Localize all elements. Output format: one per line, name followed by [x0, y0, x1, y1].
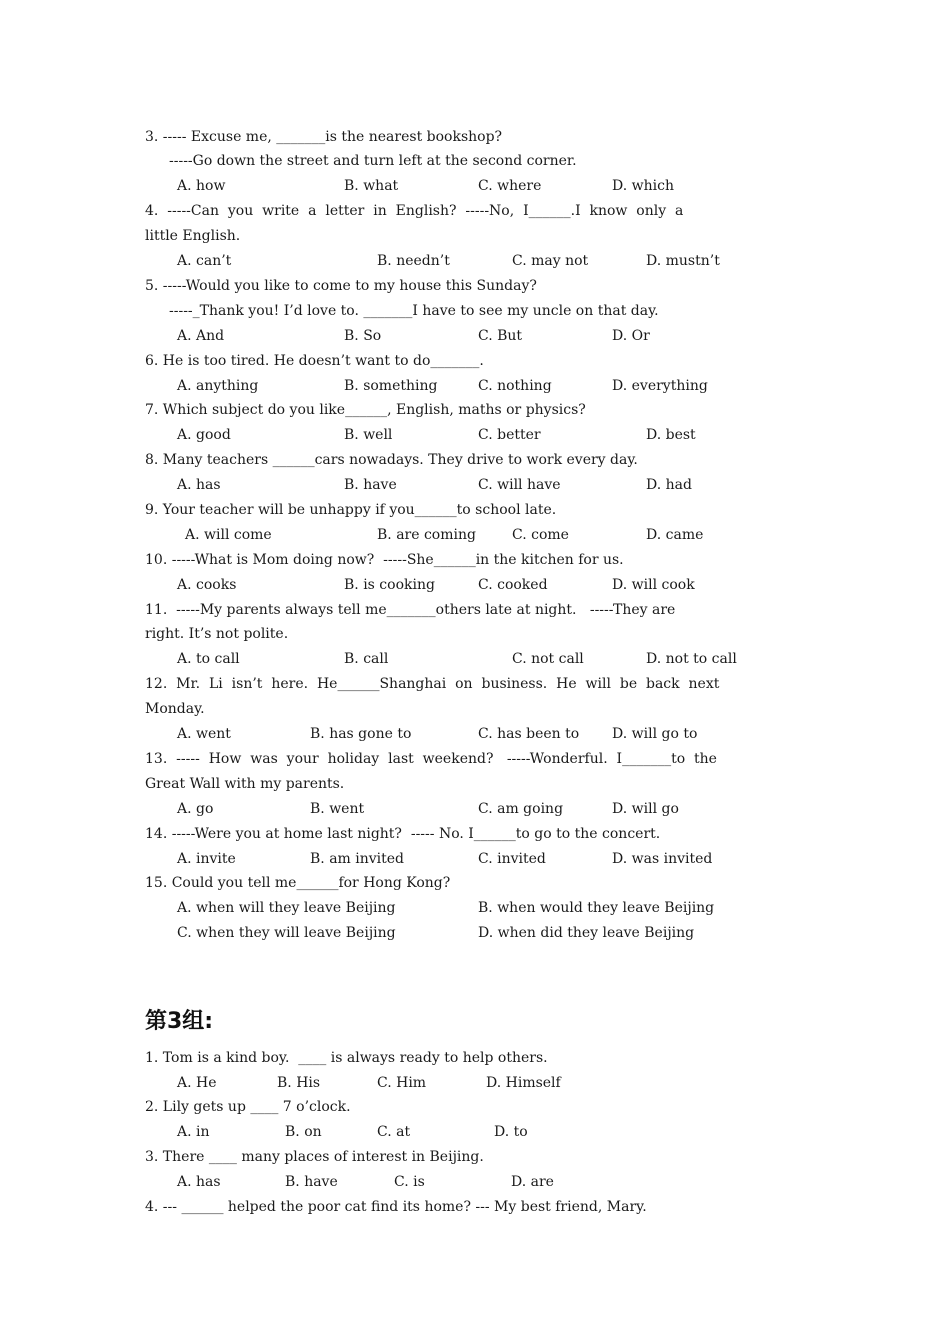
option-a: A. He	[177, 1075, 217, 1091]
option-c: C. But	[478, 328, 523, 344]
option-b: B. when would they leave Beijing	[478, 900, 715, 916]
question-5	[0, 275, 950, 297]
option-b: B. are coming	[377, 527, 476, 543]
question-text: 7. Which subject do you like______, English, maths or physics?	[145, 402, 586, 418]
question-9	[0, 499, 950, 521]
option-a: A. anything	[177, 378, 259, 394]
option-a: A. will come	[185, 527, 272, 543]
option-b: B. something	[344, 378, 438, 394]
options-row	[0, 175, 950, 197]
option-c: C. where	[478, 178, 542, 194]
option-b: B. needn’t	[377, 253, 450, 269]
option-d: D. was invited	[612, 851, 713, 867]
options-row	[0, 1171, 950, 1193]
option-b: B. am invited	[310, 851, 405, 867]
option-d: D. best	[646, 427, 696, 443]
option-a: A. good	[177, 427, 231, 443]
options-row	[0, 897, 950, 919]
option-c: C. has been to	[478, 726, 580, 742]
option-a: A. went	[177, 726, 231, 742]
option-a: A. how	[177, 178, 226, 194]
question-text: little English.	[145, 228, 241, 244]
option-c: C. cooked	[478, 577, 548, 593]
option-a: A. to call	[177, 651, 240, 667]
answer-line	[0, 150, 950, 172]
question-10	[0, 549, 950, 571]
option-a: A. And	[177, 328, 225, 344]
question-12	[0, 673, 950, 695]
question-14	[0, 823, 950, 845]
option-d: D. to	[494, 1124, 528, 1140]
options-row	[0, 250, 950, 272]
option-b: B. have	[285, 1174, 338, 1190]
option-d: D. will go to	[612, 726, 698, 742]
option-d: D. had	[646, 477, 692, 493]
option-c: C. nothing	[478, 378, 552, 394]
options-row	[0, 848, 950, 870]
question-text: Monday.	[145, 701, 205, 717]
option-c: C. not call	[512, 651, 584, 667]
option-c: C. at	[377, 1124, 411, 1140]
option-d: D. Himself	[486, 1075, 561, 1091]
question-text: 8. Many teachers ______cars nowadays. They drive to work every day.	[145, 452, 638, 468]
option-b: B. His	[277, 1075, 321, 1091]
question-text: 13. ----- How was your holiday last weekend? -----Wonderful. I_______to the	[145, 751, 717, 767]
option-a: A. has	[177, 477, 221, 493]
question-text: 1. Tom is a kind boy. ____ is always ready to help others.	[145, 1050, 548, 1066]
option-a: A. go	[177, 801, 214, 817]
answer-line	[0, 300, 950, 322]
option-d: D. everything	[612, 378, 708, 394]
option-c: C. better	[478, 427, 541, 443]
question-text: 3. ----- Excuse me, _______is the nearest bookshop?	[145, 129, 503, 145]
question-text: 12. Mr. Li isn’t here. He______Shanghai on business. He will be back next	[145, 676, 720, 692]
question-text: 15. Could you tell me______for Hong Kong?	[145, 875, 451, 891]
question-text: right. It’s not polite.	[145, 626, 289, 642]
question-7	[0, 399, 950, 421]
option-b: B. is cooking	[344, 577, 435, 593]
question-text: Great Wall with my parents.	[145, 776, 345, 792]
options-row	[0, 723, 950, 745]
question-continuation	[0, 773, 950, 795]
question-3	[0, 126, 950, 148]
option-a: A. has	[177, 1174, 221, 1190]
option-d: D. when did they leave Beijing	[478, 925, 695, 941]
options-row	[0, 798, 950, 820]
option-c: C. Him	[377, 1075, 427, 1091]
question-13	[0, 748, 950, 770]
option-d: D. Or	[612, 328, 650, 344]
option-d: D. which	[612, 178, 674, 194]
question-text: 14. -----Were you at home last night? ----- No. I______to go to the concert.	[145, 826, 661, 842]
option-a: A. in	[177, 1124, 210, 1140]
option-d: D. mustn’t	[646, 253, 720, 269]
option-a: A. cooks	[177, 577, 237, 593]
question-6	[0, 350, 950, 372]
option-b: B. have	[344, 477, 397, 493]
options-row	[0, 1072, 950, 1094]
question-text: 3. There ____ many places of interest in Beijing.	[145, 1149, 484, 1165]
option-b: B. on	[285, 1124, 322, 1140]
option-b: B. has gone to	[310, 726, 412, 742]
option-b: B. well	[344, 427, 393, 443]
group3-question-3	[0, 1146, 950, 1168]
question-text: 2. Lily gets up ____ 7 o’clock.	[145, 1099, 351, 1115]
option-b: B. So	[344, 328, 382, 344]
option-a: A. invite	[177, 851, 236, 867]
option-c: C. will have	[478, 477, 561, 493]
question-text: 9. Your teacher will be unhappy if you______to school late.	[145, 502, 557, 518]
option-d: D. will go	[612, 801, 679, 817]
question-continuation	[0, 698, 950, 720]
question-continuation	[0, 225, 950, 247]
option-c: C. may not	[512, 253, 589, 269]
group3-question-1	[0, 1047, 950, 1069]
question-text: 10. -----What is Mom doing now? -----She______in the kitchen for us.	[145, 552, 624, 568]
option-c: C. when they will leave Beijing	[177, 925, 396, 941]
question-text: 4. -----Can you write a letter in English? -----No, I______.I know only a	[145, 203, 684, 219]
answer-text: -----_Thank you! I’d love to. _______I have to see my uncle on that day.	[169, 303, 659, 319]
options-row	[0, 474, 950, 496]
group-heading: 第3组:	[145, 1009, 214, 1034]
answer-text: -----Go down the street and turn left at the second corner.	[169, 153, 577, 169]
option-d: D. not to call	[646, 651, 737, 667]
question-11	[0, 599, 950, 621]
option-d: D. are	[511, 1174, 554, 1190]
option-c: C. invited	[478, 851, 546, 867]
options-row	[0, 375, 950, 397]
options-row	[0, 524, 950, 546]
options-row	[0, 574, 950, 596]
options-row	[0, 325, 950, 347]
option-b: B. what	[344, 178, 399, 194]
options-row	[0, 1121, 950, 1143]
option-b: B. call	[344, 651, 389, 667]
option-b: B. went	[310, 801, 365, 817]
option-a: A. can’t	[177, 253, 232, 269]
question-text: 6. He is too tired. He doesn’t want to do_______.	[145, 353, 484, 369]
group3-question-2	[0, 1096, 950, 1118]
option-d: D. will cook	[612, 577, 695, 593]
question-continuation	[0, 623, 950, 645]
options-row	[0, 922, 950, 944]
question-text: 5. -----Would you like to come to my house this Sunday?	[145, 278, 537, 294]
options-row	[0, 648, 950, 670]
question-8	[0, 449, 950, 471]
question-text: 11. -----My parents always tell me_______others late at night. -----They are	[145, 602, 676, 618]
question-text: 4. --- ______ helped the poor cat find its home? --- My best friend, Mary.	[145, 1199, 647, 1215]
option-c: C. come	[512, 527, 569, 543]
option-a: A. when will they leave Beijing	[177, 900, 396, 916]
question-15	[0, 872, 950, 894]
option-c: C. am going	[478, 801, 564, 817]
option-d: D. came	[646, 527, 704, 543]
question-4	[0, 200, 950, 222]
group3-question-4	[0, 1196, 950, 1218]
options-row	[0, 424, 950, 446]
option-c: C. is	[394, 1174, 425, 1190]
